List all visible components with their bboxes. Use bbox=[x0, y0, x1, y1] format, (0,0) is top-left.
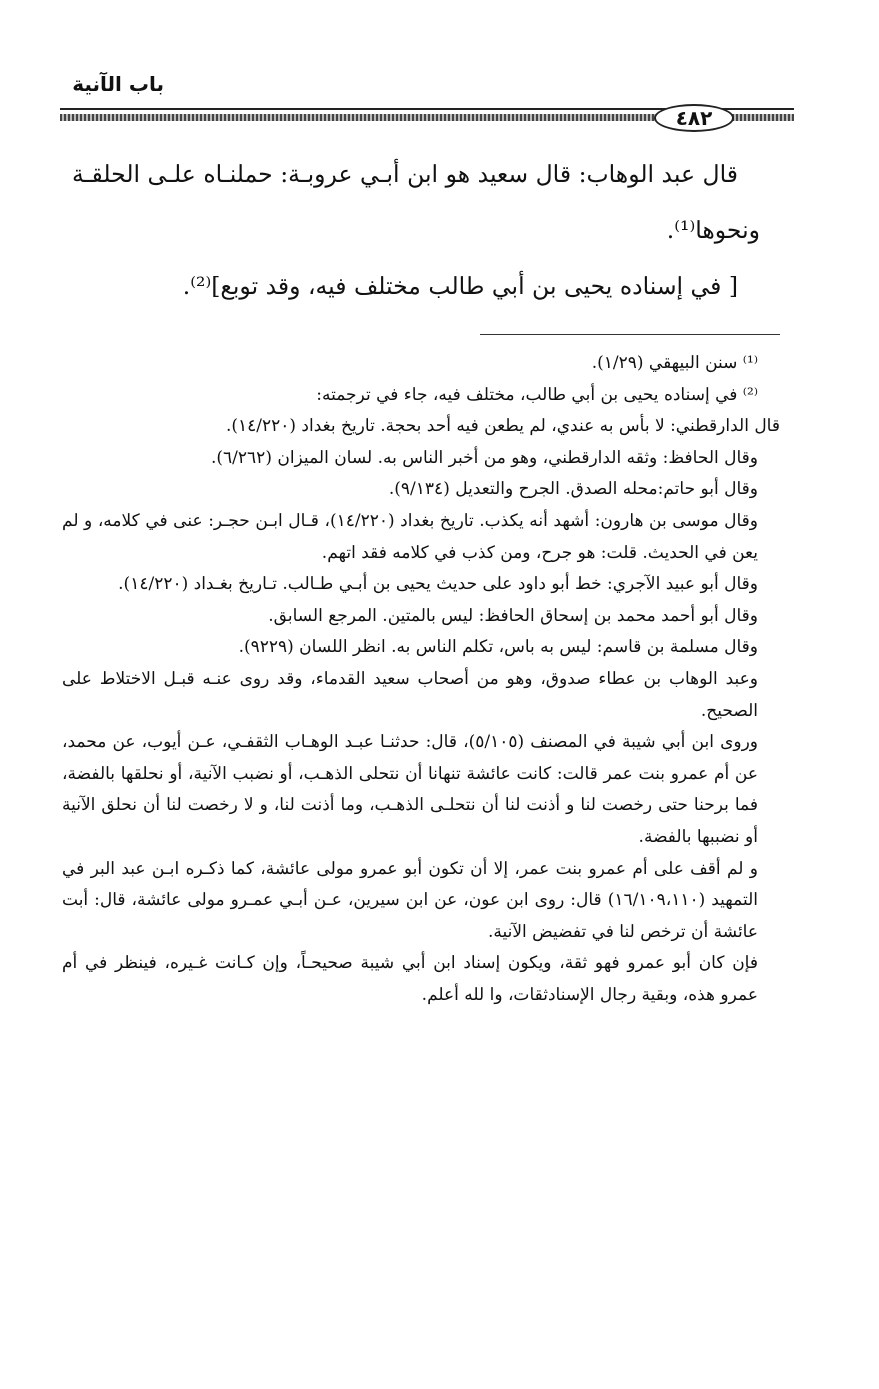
footnote-2: ⁽²⁾ في إسناده يحيى بن أبي طالب، مختلف فيه، جاء في ترجمته: bbox=[316, 384, 758, 405]
footnote-line: وعبد الوهاب بن عطاء صدوق، وهو من أصحاب سعيد القدماء، وقد روى عنـه قبـل الاختلاط على الصحيح. bbox=[62, 668, 758, 721]
main-paragraph-1: قال عبد الوهاب: قال سعيد هو ابن أبـي عروبـة: حملنـاه علـى الحلقـة ونحوها⁽¹⁾. bbox=[72, 160, 760, 244]
footnote-separator bbox=[480, 334, 780, 335]
page-number: ٤٨٢ bbox=[654, 104, 734, 132]
footnote-line: وقال أبو حاتم:محله الصدق. الجرح والتعديل (٩/١٣٤). bbox=[388, 479, 758, 500]
footnote-line: وقال أبو عبيد الآجري: خط أبو داود على حديث يحيى بن أبـي طـالب. تـاريخ بغـداد (١٤/٢٢٠). bbox=[118, 574, 758, 595]
main-text bbox=[72, 146, 760, 314]
footnote-line: وروى ابن أبي شيبة في المصنف (٥/١٠٥)، قال: حدثنـا عبـد الوهـاب الثقفـي، عـن أيوب، عن محمد، عن أم عمرو بنت عمر قالت: كانت عائشة تنهانا أن نتحلى الذهـب، أو نضبب الآنية، أو نحلقها بالفضة، فما برحنا حتى رخصت لنا و أذنت لنا أن نتحلـى الذهـب، وما أذنت لنا، و لا رخصت لنا أن نحلق الآنية أو نضببها بالفضة. bbox=[62, 732, 759, 847]
main-paragraph-2: [ في إسناده يحيى بن أبي طالب مختلف فيه، وقد توبع]⁽²⁾. bbox=[182, 272, 738, 300]
footnote-1: ⁽¹⁾ سنن البيهقي (١/٢٩). bbox=[591, 353, 758, 373]
footnote-line: فإن كان أبو عمرو فهو ثقة، ويكون إسناد ابن أبي شيبة صحيحـاً، وإن كـانت غـيره، فينظر في أم عمرو هذه، وبقية رجال الإسنادثقات، وا لله أعلم. bbox=[62, 953, 758, 1005]
footnotes bbox=[62, 348, 780, 1011]
footnote-line: قال الدارقطني: لا بأس به عندي، لم يطعن فيه أحد بحجة. تاريخ بغداد (١٤/٢٢٠). bbox=[225, 416, 780, 437]
footnote-line: وقال موسى بن هارون: أشهد أنه يكذب. تاريخ بغداد (١٤/٢٢٠)، قـال ابـن حجـر: عنى في كلامه، و لم يعن في الحديث. قلت: هو جرح، ومن كذب في كلامه فقد اتهم. bbox=[62, 510, 758, 563]
footnote-line: و لم أقف على أم عمرو بنت عمر، إلا أن تكون أبو عمرو مولى عائشة، كما ذكـره ابـن عبد البر في التمهيد (١٦/١٠٩،١١٠) قال: روى ابن عون، عن ابن سيرين، عـن أبـي عمـرو مولى عائشة، قال: أبت عائشة أن ترخص لنا في تفضيض الآنية. bbox=[62, 858, 758, 942]
footnote-line: وقال مسلمة بن قاسم: ليس به باس، تكلم الناس به. انظر اللسان (٩٢٢٩). bbox=[238, 637, 758, 658]
chapter-title: باب الآنية bbox=[72, 72, 164, 96]
footnote-line: وقال الحافظ: وثقه الدارقطني، وهو من أخبر الناس به. لسان الميزان (٦/٢٦٢). bbox=[211, 447, 758, 468]
footnote-line: وقال أبو أحمد محمد بن إسحاق الحافظ: ليس بالمتين. المرجع السابق. bbox=[268, 605, 758, 626]
